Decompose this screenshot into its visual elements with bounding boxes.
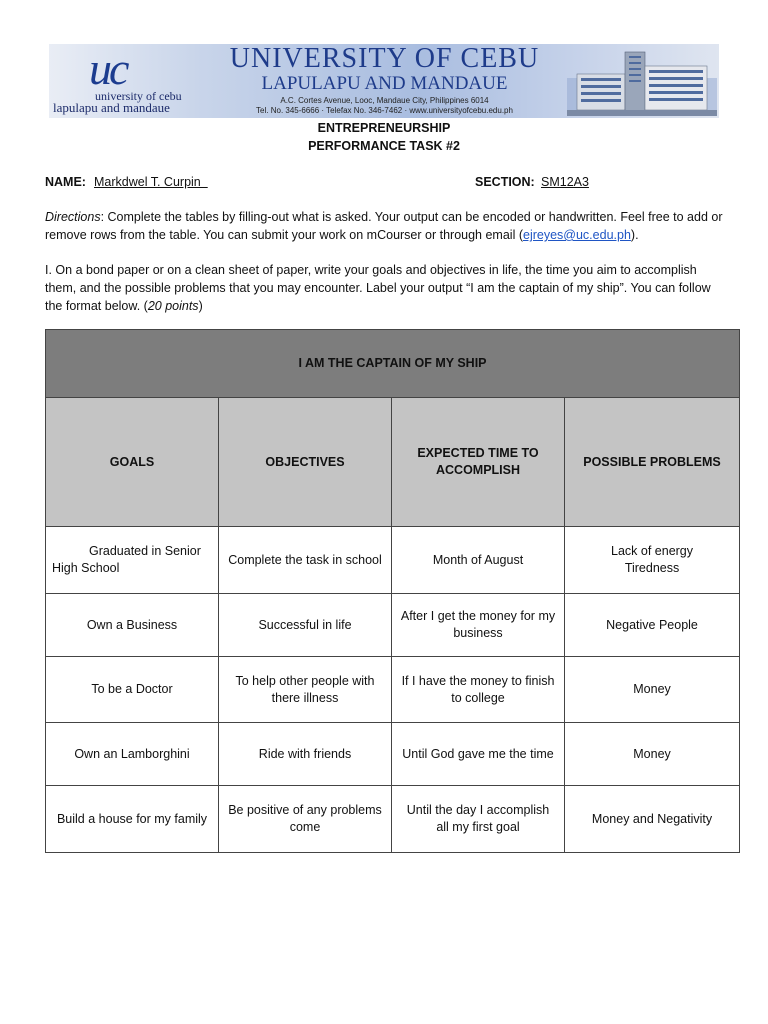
contact-line: Tel. No. 345-6666 · Telefax No. 346-7462 · www.universityofcebu.edu.ph <box>256 106 513 115</box>
campus-name: LAPULAPU AND MANDAUE <box>261 73 508 94</box>
section-label: SECTION: <box>475 175 535 189</box>
section-value: SM12A3 <box>541 175 589 189</box>
university-logo <box>51 44 211 118</box>
directions-label: Directions <box>45 210 101 224</box>
logo-text-line1: university of cebu <box>95 89 182 103</box>
problems-cell: Money <box>565 657 740 723</box>
time-cell: Until God gave me the time <box>392 723 565 786</box>
goal-cell: Build a house for my family <box>46 786 219 853</box>
objective-cell: Successful in life <box>219 594 392 657</box>
name-label: NAME: <box>45 175 86 189</box>
email-link[interactable]: ejreyes@uc.edu.ph <box>523 228 631 242</box>
building-illustration <box>567 48 717 116</box>
objective-cell: Complete the task in school <box>219 527 392 594</box>
problems-cell: Negative People <box>565 594 740 657</box>
instruction-end: ) <box>198 299 203 313</box>
objective-cell: Be positive of any problems come <box>219 786 392 853</box>
objective-cell: To help other people with there illness <box>219 657 392 723</box>
points-text: 20 points <box>147 299 199 313</box>
subject-title: ENTREPRENEURSHIP <box>317 121 451 135</box>
address-line: A.C. Cortes Avenue, Looc, Mandaue City, Philippines 6014 <box>280 96 489 105</box>
table-row <box>46 723 740 786</box>
goal-cell: Own an Lamborghini <box>46 723 219 786</box>
table-row <box>46 657 740 723</box>
problems-cell: Lack of energy Tiredness <box>565 527 740 594</box>
task-title: PERFORMANCE TASK #2 <box>308 139 460 153</box>
directions-text: : Complete the tables by filling-out what is asked. Your output can be encoded or handwritten. Feel free to add or remove rows from the table. You can submit your work on mCourser or through email ( <box>45 210 723 242</box>
logo-text-line2: lapulapu and mandaue <box>53 100 170 115</box>
time-cell: If I have the money to finish to college <box>392 657 565 723</box>
table-row <box>46 786 740 853</box>
instruction-text: I. On a bond paper or on a clean sheet of paper, write your goals and objectives in life, the time you aim to accomplish them, and the possible problems that you may encounter. Label your output “I am the captain of my ship”. You can follow the format below. ( <box>45 263 711 313</box>
time-cell: Month of August <box>392 527 565 594</box>
university-banner <box>49 44 719 118</box>
time-cell: Until the day I accomplish all my first goal <box>392 786 565 853</box>
header-possible-problems: POSSIBLE PROBLEMS <box>565 398 740 527</box>
university-name: UNIVERSITY OF CEBU <box>229 44 540 74</box>
time-cell: After I get the money for my business <box>392 594 565 657</box>
header-expected-time: EXPECTED TIME TO ACCOMPLISH <box>392 398 565 527</box>
instruction-paragraph <box>45 261 725 315</box>
directions-paragraph <box>45 208 725 244</box>
goal-cell: To be a Doctor <box>46 657 219 723</box>
header-goals: GOALS <box>46 398 219 527</box>
table-header-row <box>46 398 740 527</box>
table-row <box>46 594 740 657</box>
goal-cell: Own a Business <box>46 594 219 657</box>
problems-cell: Money <box>565 723 740 786</box>
logo-mark: uc <box>89 44 127 94</box>
table-caption: I AM THE CAPTAIN OF MY SHIP <box>46 330 740 398</box>
directions-end: ). <box>630 228 639 242</box>
table-caption-row <box>46 330 740 398</box>
goals-table <box>45 329 740 853</box>
objective-cell: Ride with friends <box>219 723 392 786</box>
goal-cell: Graduated in Senior High School <box>46 527 219 594</box>
header-objectives: OBJECTIVES <box>219 398 392 527</box>
table-row <box>46 527 740 594</box>
problems-cell: Money and Negativity <box>565 786 740 853</box>
name-value: Markdwel T. Curpin <box>94 175 208 189</box>
